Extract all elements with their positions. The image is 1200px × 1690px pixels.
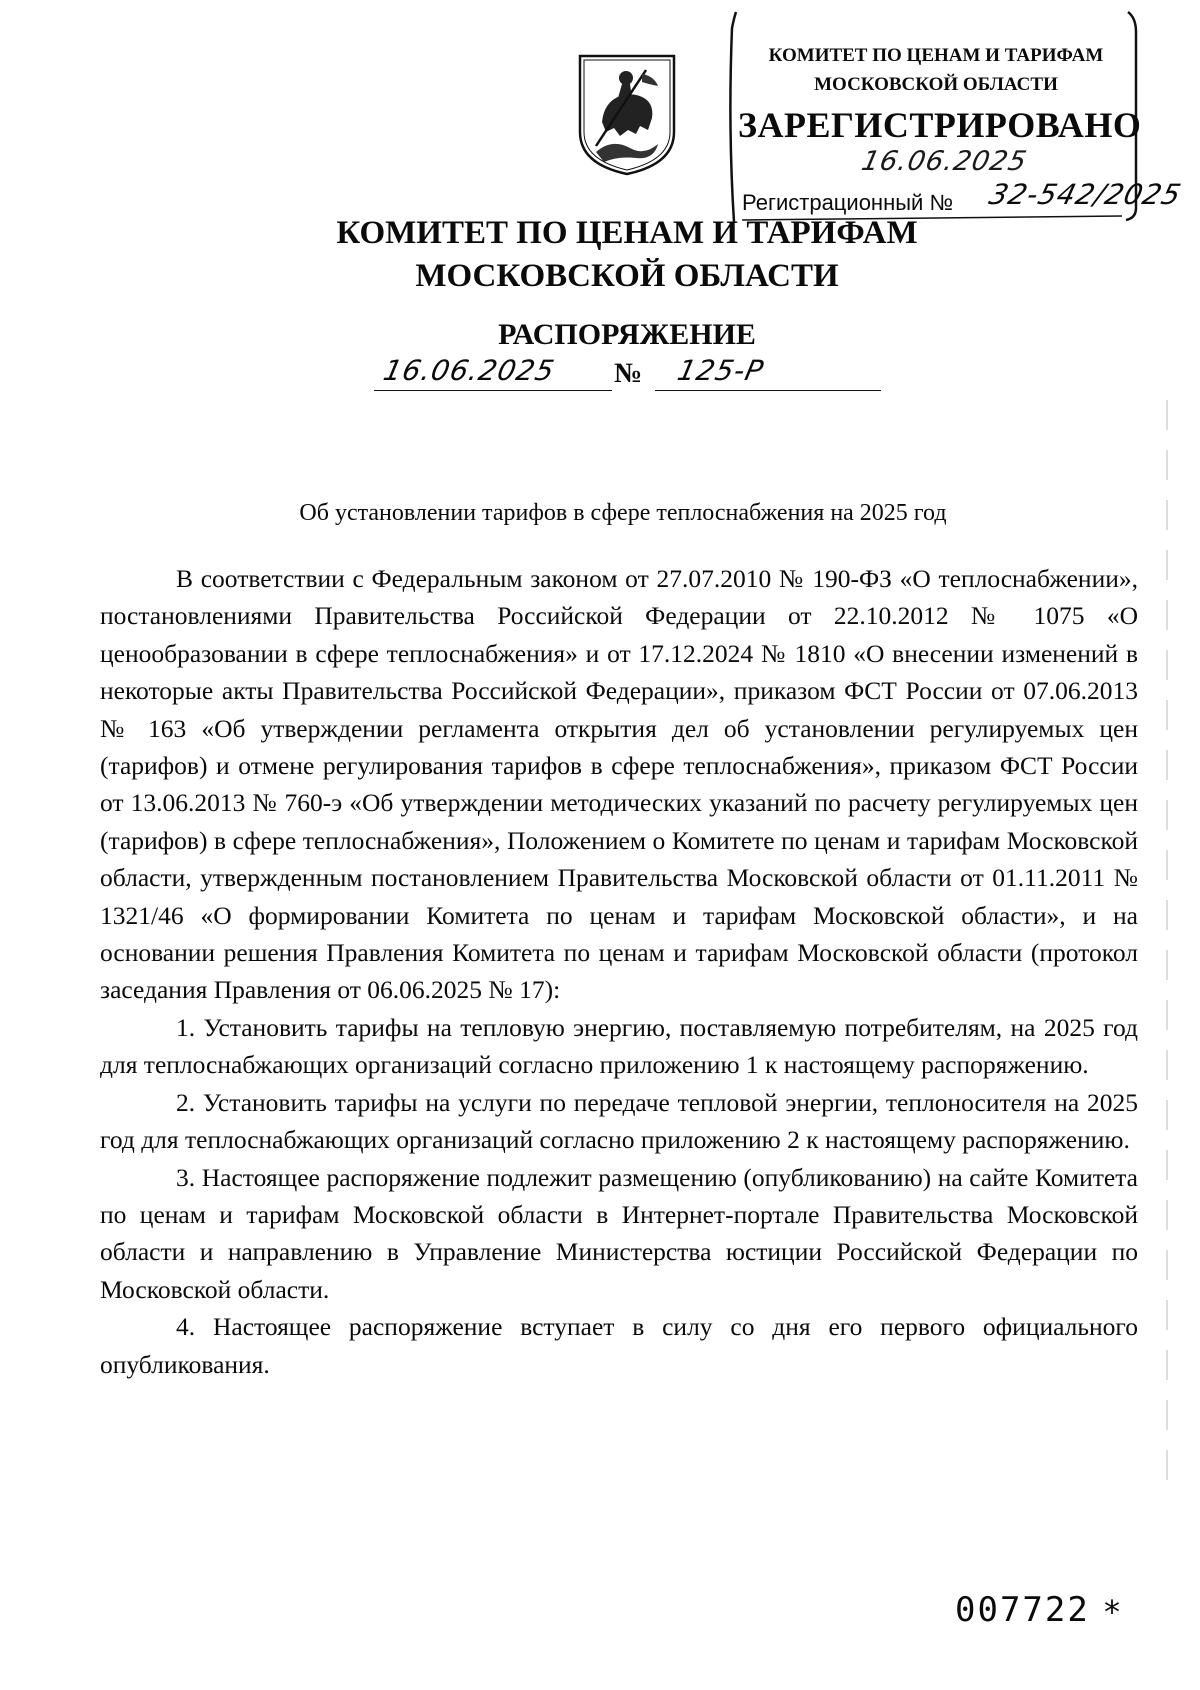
number-underline [655, 390, 881, 391]
clause-2-paragraph: 2. Установить тарифы на услуги по передаче тепловой энергии, теплоносителя на 2025 год для теплоснабжающих организаций согласно приложению 2 к настоящему распоряжению. [100, 1087, 1138, 1155]
org-name-line1: КОМИТЕТ ПО ЦЕНАМ И ТАРИФАМ [336, 215, 918, 251]
stamp-committee-line: КОМИТЕТ ПО ЦЕНАМ И ТАРИФАМ [768, 45, 1104, 66]
stamp-handwritten-number: 32-542/2025 [985, 178, 1185, 211]
clause-3-paragraph: 3. Настоящее распоряжение подлежит размещению (опубликованию) на сайте Комитета по ценам и тарифам Московской области в Интернет-портале Правительства Московской области и направлению в Управление Министерства юстиции Российской Федерации по Московской области. [100, 1162, 1138, 1304]
document-date-number-row [0, 352, 1200, 398]
clause-4-paragraph: 4. Настоящее распоряжение вступает в силу со дня его первого официального опубликования. [100, 1312, 1138, 1379]
coat-of-arms-emblem [574, 52, 680, 178]
document-handwritten-number: 125-Р [674, 354, 767, 387]
document-handwritten-date: 16.06.2025 [380, 354, 558, 387]
scan-edge-line [1166, 400, 1168, 1500]
stamp-handwritten-date: 16.06.2025 [858, 146, 1030, 177]
clause-1-paragraph: 1. Установить тарифы на тепловую энергию, поставляемую потребителям, на 2025 год для теплоснабжающих организаций согласно приложению 1 к настоящему распоряжению. [100, 1012, 1138, 1080]
serial-number: 007722 [955, 1590, 1090, 1630]
stamp-number-label: Регистрационный № [742, 190, 954, 215]
serial-star-mark: * [1104, 1593, 1120, 1631]
preamble-paragraph: В соответствии с Федеральным законом от 27.07.2010 № 190-ФЗ «О теплоснабжении», постановлениями Правительства Российской Федерации от 22.10.2012 № 1075 «О ценообразовании в сфере теплоснабжения» и от 17.12.2024 № 1810 «О внесении изменений в некоторые акты Правительства Российской Федерации», приказом ФСТ России от 07.06.2013 № 163 «Об утверждении регламента открытия дел об установлении регулируемых цен (тарифов) и отмене регулирования тарифов в сфере теплоснабжения», приказом ФСТ России от 13.06.2013 № 760-э «Об утверждении методических указаний по расчету регулируемых цен (тарифов) в сфере теплоснабжения», Положением о Комитете по ценам и тарифам Московской области, утвержденным постановлением Правительства Московской области от 01.11.2011 № 1321/46 «О формировании Комитета по ценам и тарифам Московской области», и на основании решения Правления Комитета по ценам и тарифам Московской области (протокол заседания Правления от 06.06.2025 № 17): [100, 564, 1138, 1005]
document-body [100, 560, 1138, 1383]
document-title: Об установлении тарифов в сфере теплоснабжения на 2025 год [299, 500, 947, 526]
org-name-line2: МОСКОВСКОЙ ОБЛАСТИ [415, 258, 839, 294]
stamp-registered-label: ЗАРЕГИСТРИРОВАНО [738, 105, 1142, 145]
date-underline [374, 390, 612, 391]
stamp-region-line: МОСКОВСКОЙ ОБЛАСТИ [814, 74, 1058, 95]
number-sign: № [614, 358, 643, 389]
document-type: РАСПОРЯЖЕНИЕ [498, 318, 756, 351]
